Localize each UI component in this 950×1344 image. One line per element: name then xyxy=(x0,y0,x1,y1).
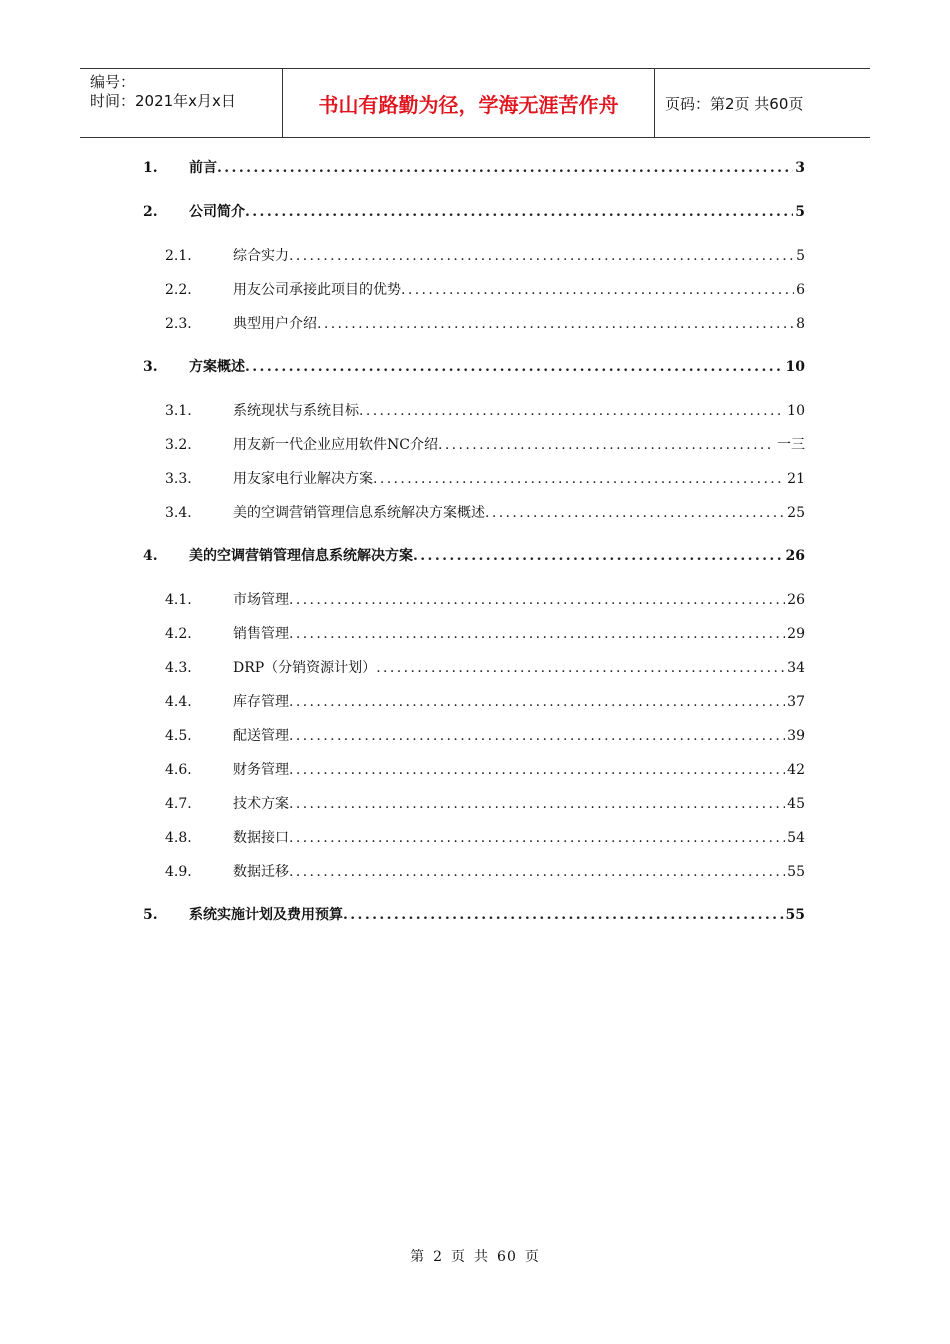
toc-entry-number: 3.3. xyxy=(165,471,192,487)
toc-entry-page: 55 xyxy=(785,907,805,923)
toc-entry[interactable] xyxy=(0,546,950,566)
toc-dot-leader xyxy=(373,469,785,489)
toc-entry-title: 用友新一代企业应用软件NC介绍 xyxy=(233,437,438,453)
toc-entry-title: 方案概述 xyxy=(189,359,245,375)
toc-entry-title: 数据接口 xyxy=(233,830,289,846)
toc-dot-leader xyxy=(343,905,784,925)
toc-entry[interactable] xyxy=(0,828,950,848)
toc-entry-number: 4.4. xyxy=(165,694,192,710)
toc-entry-line xyxy=(233,726,805,746)
document-header xyxy=(80,68,870,138)
header-meta xyxy=(80,69,282,137)
toc-entry-number: 3. xyxy=(143,359,158,375)
toc-entry-number: 1. xyxy=(143,160,158,176)
toc-entry-page: 37 xyxy=(787,694,805,710)
toc-entry-title: 库存管理 xyxy=(233,694,289,710)
toc-entry-line xyxy=(233,794,805,814)
toc-entry-page: 10 xyxy=(785,359,805,375)
toc-entry[interactable] xyxy=(0,862,950,882)
toc-entry-title: 典型用户介绍 xyxy=(233,316,317,332)
toc-entry[interactable] xyxy=(0,503,950,523)
toc-entry[interactable] xyxy=(0,158,950,178)
toc-dot-leader xyxy=(413,546,784,566)
toc-entry-line xyxy=(189,202,805,222)
toc-dot-leader xyxy=(376,658,785,678)
toc-entry-number: 5. xyxy=(143,907,158,923)
footer-total-label: 共 xyxy=(474,1249,490,1265)
toc-entry-title: 配送管理 xyxy=(233,728,289,744)
toc-entry-title: 用友公司承接此项目的优势 xyxy=(233,282,401,298)
toc-entry[interactable] xyxy=(0,905,950,925)
toc-dot-leader xyxy=(289,760,785,780)
toc-entry-line xyxy=(233,862,805,882)
toc-dot-leader xyxy=(217,158,793,178)
toc-dot-leader xyxy=(245,357,784,377)
toc-entry[interactable] xyxy=(0,624,950,644)
toc-entry-page: 21 xyxy=(787,471,805,487)
toc-entry-line xyxy=(189,546,805,566)
toc-entry[interactable] xyxy=(0,435,950,455)
toc-entry-page: 29 xyxy=(787,626,805,642)
toc-entry-number: 4.3. xyxy=(165,660,192,676)
toc-entry[interactable] xyxy=(0,692,950,712)
toc-dot-leader xyxy=(359,401,785,421)
toc-dot-leader xyxy=(289,246,794,266)
toc-entry-number: 4.2. xyxy=(165,626,192,642)
toc-entry-page: 26 xyxy=(787,592,805,608)
toc-entry[interactable] xyxy=(0,658,950,678)
toc-entry-number: 4.7. xyxy=(165,796,192,812)
toc-entry-page: 一三 xyxy=(777,437,805,453)
toc-entry-line xyxy=(233,692,805,712)
toc-entry[interactable] xyxy=(0,202,950,222)
toc-entry-title: 市场管理 xyxy=(233,592,289,608)
toc-entry-title: 系统现状与系统目标 xyxy=(233,403,359,419)
toc-entry-title: 美的空调营销管理信息系统解决方案概述 xyxy=(233,505,485,521)
toc-entry-page: 8 xyxy=(796,316,805,332)
page-footer xyxy=(0,1246,950,1266)
footer-prefix: 第 xyxy=(410,1249,426,1265)
toc-entry-title: 系统实施计划及费用预算 xyxy=(189,907,343,923)
toc-dot-leader xyxy=(485,503,785,523)
toc-entry-number: 3.4. xyxy=(165,505,192,521)
toc-entry[interactable] xyxy=(0,280,950,300)
toc-entry-title: 美的空调营销管理信息系统解决方案 xyxy=(189,548,413,564)
toc-entry-line xyxy=(233,503,805,523)
toc-entry-title: 前言 xyxy=(189,160,217,176)
toc-entry-page: 5 xyxy=(795,204,805,220)
toc-entry-number: 2.1. xyxy=(165,248,192,264)
toc-entry-number: 2.3. xyxy=(165,316,192,332)
toc-entry-page: 45 xyxy=(787,796,805,812)
toc-entry-page: 26 xyxy=(785,548,805,564)
toc-entry-page: 5 xyxy=(796,248,805,264)
toc-entry-number: 4.1. xyxy=(165,592,192,608)
toc-entry-page: 25 xyxy=(787,505,805,521)
toc-entry[interactable] xyxy=(0,401,950,421)
toc-entry-line xyxy=(233,828,805,848)
footer-total-pages: 60 xyxy=(497,1249,517,1265)
toc-dot-leader xyxy=(289,794,785,814)
doc-number-label: 编号： xyxy=(90,73,136,91)
toc-dot-leader xyxy=(289,692,785,712)
toc-entry-page: 39 xyxy=(787,728,805,744)
toc-entry-title: 数据迁移 xyxy=(233,864,289,880)
toc-entry-title: DRP（分销资源计划） xyxy=(233,660,377,676)
toc-entry-number: 2. xyxy=(143,204,158,220)
toc-dot-leader xyxy=(438,435,775,455)
toc-entry-line xyxy=(233,280,805,300)
toc-entry-line xyxy=(189,357,805,377)
toc-entry-line xyxy=(233,590,805,610)
toc-entry-line xyxy=(233,469,805,489)
toc-dot-leader xyxy=(289,624,785,644)
toc-entry-title: 公司简介 xyxy=(189,204,245,220)
header-page-info: 页码：第2页 共60页 xyxy=(665,94,804,113)
toc-entry[interactable] xyxy=(0,794,950,814)
toc-entry-title: 销售管理 xyxy=(233,626,289,642)
toc-entry-number: 4.5. xyxy=(165,728,192,744)
toc-entry-title: 综合实力 xyxy=(233,248,289,264)
toc-entry-line xyxy=(233,624,805,644)
toc-entry-line xyxy=(233,435,805,455)
toc-entry[interactable] xyxy=(0,469,950,489)
toc-entry-page: 55 xyxy=(787,864,805,880)
toc-entry-page: 34 xyxy=(787,660,805,676)
footer-current-page: 2 xyxy=(433,1249,444,1265)
toc-entry[interactable] xyxy=(0,590,950,610)
doc-date-label: 时间：2021年x月x日 xyxy=(90,92,236,110)
toc-entry-line xyxy=(233,760,805,780)
toc-entry-number: 2.2. xyxy=(165,282,192,298)
footer-page-word: 页 xyxy=(451,1249,467,1265)
toc-entry[interactable] xyxy=(0,314,950,334)
toc-entry-page: 42 xyxy=(787,762,805,778)
toc-entry-page: 10 xyxy=(787,403,805,419)
toc-entry-number: 3.1. xyxy=(165,403,192,419)
toc-entry-number: 4.9. xyxy=(165,864,192,880)
toc-entry-page: 6 xyxy=(796,282,805,298)
toc-dot-leader xyxy=(289,862,785,882)
toc-dot-leader xyxy=(401,280,794,300)
toc-entry[interactable] xyxy=(0,760,950,780)
toc-entry-line xyxy=(189,158,805,178)
toc-entry-number: 4.8. xyxy=(165,830,192,846)
toc-entry[interactable] xyxy=(0,357,950,377)
toc-entry-number: 3.2. xyxy=(165,437,192,453)
toc-entry-line xyxy=(233,314,805,334)
toc-entry-line xyxy=(233,401,805,421)
toc-entry-title: 财务管理 xyxy=(233,762,289,778)
toc-entry-title: 用友家电行业解决方案 xyxy=(233,471,373,487)
toc-entry-number: 4. xyxy=(143,548,158,564)
toc-dot-leader xyxy=(245,202,793,222)
toc-entry-number: 4.6. xyxy=(165,762,192,778)
toc-dot-leader xyxy=(289,726,785,746)
toc-entry-page: 3 xyxy=(795,160,805,176)
toc-entry[interactable] xyxy=(0,246,950,266)
toc-entry-line xyxy=(189,905,805,925)
toc-dot-leader xyxy=(317,314,794,334)
toc-entry-line xyxy=(233,246,805,266)
toc-dot-leader xyxy=(289,828,785,848)
toc-entry[interactable] xyxy=(0,726,950,746)
toc-entry-page: 54 xyxy=(787,830,805,846)
header-motto: 书山有路勤为径，学海无涯苦作舟 xyxy=(282,69,655,137)
toc-dot-leader xyxy=(289,590,785,610)
footer-suffix: 页 xyxy=(524,1249,540,1265)
toc-entry-title: 技术方案 xyxy=(233,796,289,812)
toc-entry-line xyxy=(233,658,805,678)
